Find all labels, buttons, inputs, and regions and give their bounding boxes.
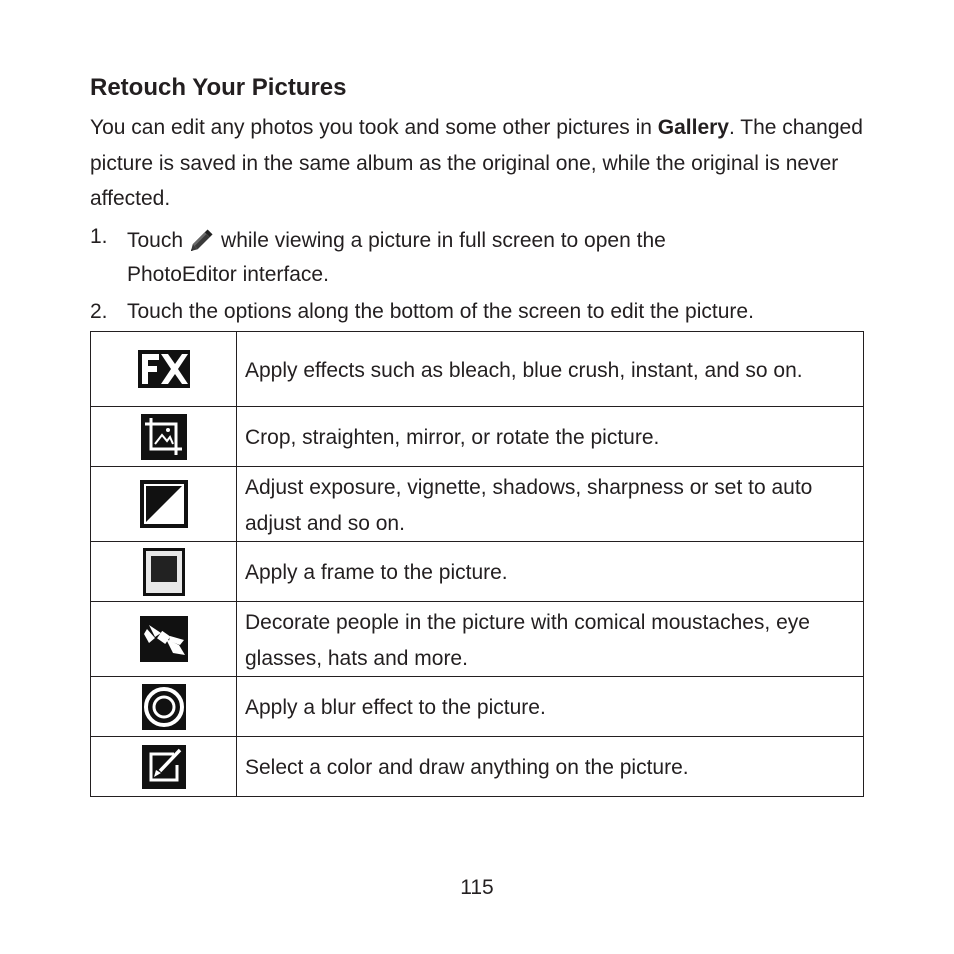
step-number: 2.: [90, 300, 108, 323]
draw-brush-icon: [142, 745, 186, 789]
option-description: Apply a frame to the picture.: [237, 542, 864, 602]
option-icon-cell: [91, 737, 237, 797]
bow-tie-decorate-icon: [140, 616, 188, 662]
step-1-text-start: Touch: [127, 229, 184, 252]
option-icon-cell: [91, 602, 237, 677]
option-description: Decorate people in the picture with comical moustaches, eye glasses, hats and more.: [237, 602, 864, 677]
editing-options-table: [90, 331, 864, 797]
option-row: [91, 332, 864, 407]
crop-icon: [141, 414, 187, 460]
option-row: [91, 677, 864, 737]
option-row: [91, 602, 864, 677]
option-icon-cell: [91, 407, 237, 467]
option-description: Apply effects such as bleach, blue crush, instant, and so on.: [237, 332, 864, 407]
option-row: [91, 737, 864, 797]
option-icon-cell: [91, 467, 237, 542]
option-row: [91, 542, 864, 602]
fx-effects-icon: [138, 350, 190, 388]
step-1: [90, 225, 864, 295]
intro-paragraph: [90, 110, 864, 217]
frame-icon: [143, 548, 185, 596]
step-2-text: Touch the options along the bottom of the screen to edit the picture.: [127, 300, 754, 323]
option-row: [91, 467, 864, 542]
step-1-text-end: while viewing a picture in full screen to open the: [221, 229, 666, 252]
gallery-app-name: Gallery: [657, 116, 729, 139]
option-icon-cell: [91, 542, 237, 602]
intro-text-start: You can edit any photos you took and some other pictures in: [90, 116, 658, 139]
option-row: [91, 407, 864, 467]
step-2: [90, 300, 864, 330]
option-description: Select a color and draw anything on the picture.: [237, 737, 864, 797]
section-heading: Retouch Your Pictures: [90, 74, 347, 101]
option-icon-cell: [91, 332, 237, 407]
intro-text-end: . The changed picture is saved in the same album as the original one, while the original is never affected.: [90, 116, 863, 210]
step-1-line-1: [127, 225, 666, 259]
option-icon-cell: [91, 677, 237, 737]
option-description: Crop, straighten, mirror, or rotate the picture.: [237, 407, 864, 467]
exposure-adjust-icon: [140, 480, 188, 528]
step-number: 1.: [90, 225, 108, 248]
pencil-icon: [189, 225, 217, 259]
option-description: Apply a blur effect to the picture.: [237, 677, 864, 737]
page-number: 115: [460, 876, 494, 899]
option-description: Adjust exposure, vignette, shadows, sharpness or set to auto adjust and so on.: [237, 467, 864, 542]
step-1-line-2: PhotoEditor interface.: [127, 263, 329, 286]
blur-focus-icon: [142, 684, 186, 730]
